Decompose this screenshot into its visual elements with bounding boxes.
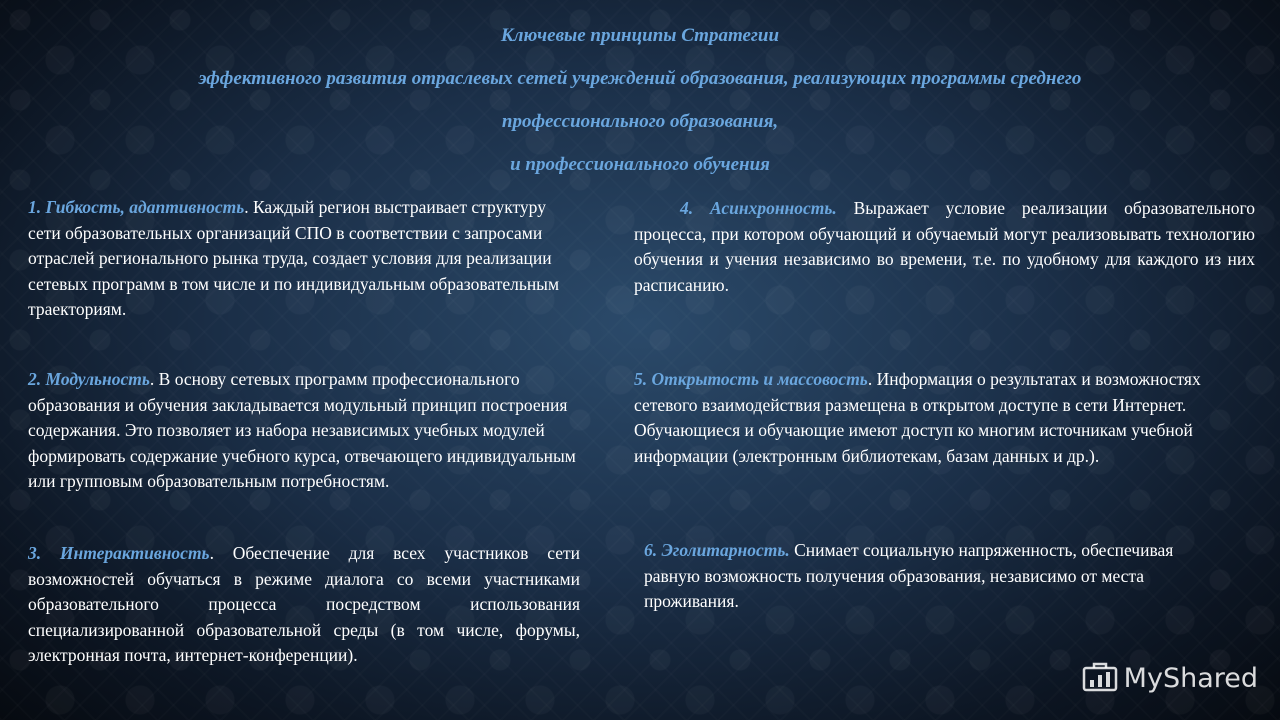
principle-interactivity [28, 541, 580, 669]
title-line-2: эффективного развития отраслевых сетей учреждений образования, реализующих программы среднего [198, 68, 1082, 89]
principle-heading: 6. Эголитарность. [644, 540, 790, 560]
myshared-logo-icon [1082, 662, 1118, 694]
watermark-label: MyShared [1123, 662, 1258, 694]
title-line-4: и профессионального обучения [510, 154, 770, 175]
principle-text: . В основу сетевых программ профессионального образования и обучения закладывается модульный принцип построения содержания. Это позволяет из набора независимых учебных модулей формировать содержание учебного курса, отвечающего индивидуальным или групповым образовательным потребностям. [28, 369, 576, 492]
principle-openness [634, 367, 1255, 469]
principle-text: . Каждый регион выстраивает структуру сети образовательных организаций СПО в соответствии с запросами отраслей регионального рынка труда, создает условия для реализации сетевых программ в том числе и по индивидуальным образовательным траекториям. [28, 197, 560, 320]
principle-heading: 3. Интерактивность [28, 543, 210, 563]
principle-heading: 4. Асинхронность. [680, 198, 837, 218]
principle-heading: 1. Гибкость, адаптивность [28, 197, 245, 217]
principle-flexibility [28, 195, 580, 323]
principle-asynchrony [634, 196, 1255, 298]
title-line-1: Ключевые принципы Стратегии [500, 25, 780, 46]
principle-text: Снимает социальную напряженность, обеспечивая равную возможность получения образования, независимо от места проживания. [644, 540, 1174, 612]
myshared-watermark [1082, 662, 1258, 694]
slide-title [40, 18, 1240, 190]
principle-heading: 2. Модульность [28, 369, 150, 389]
principle-text: Выражает условие реализации образовательного процесса, при котором обучающий и обучаемый могут реализовывать технологию обучения и учения независимо во времени, т.е. по удобному для каждого из них расписанию. [634, 198, 1255, 295]
principle-text: . Обеспечение для всех участников сети возможностей обучаться в режиме диалога со всеми участниками образовательного процесса посредством использования специализированной образовательной среды (в том числе, форумы, электронная почта, интернет-конференции). [28, 543, 580, 666]
principle-egalitarianism [644, 538, 1204, 615]
title-line-3: профессионального образования, [501, 111, 779, 132]
principle-modularity [28, 367, 580, 495]
principle-text: . Информация о результатах и возможностях сетевого взаимодействия размещена в открытом доступе в сети Интернет. Обучающиеся и обучающие имеют доступ ко многим источникам учебной информации (электронным библиотекам, базам данных и др.). [634, 369, 1201, 466]
principle-heading: 5. Открытость и массовость [634, 369, 868, 389]
